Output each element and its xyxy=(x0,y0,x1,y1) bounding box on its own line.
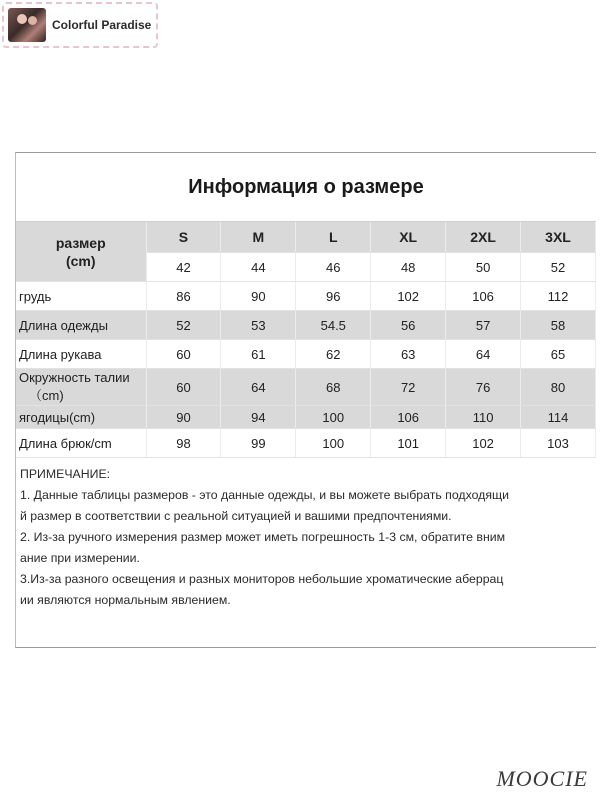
table-row-sleeve xyxy=(16,340,596,369)
table-cell: 96 xyxy=(296,282,371,311)
table-cell: 58 xyxy=(521,311,596,340)
notes-section xyxy=(16,458,596,611)
table-cell: 100 xyxy=(296,406,371,429)
table-cell: 94 xyxy=(221,406,296,429)
ru-size-cell: 52 xyxy=(521,253,596,282)
table-cell: 60 xyxy=(146,340,221,369)
brand-name: Colorful Paradise xyxy=(52,18,152,32)
table-row-waist xyxy=(16,369,596,406)
table-cell: 53 xyxy=(221,311,296,340)
table-cell: 103 xyxy=(521,429,596,458)
row-label: Длина одежды xyxy=(16,311,146,340)
table-row-chest xyxy=(16,282,596,311)
ru-size-cell: 48 xyxy=(371,253,446,282)
table-cell: 62 xyxy=(296,340,371,369)
table-row-length xyxy=(16,311,596,340)
size-header-cell: L xyxy=(296,222,371,253)
table-cell: 57 xyxy=(446,311,521,340)
size-header-cell: XL xyxy=(371,222,446,253)
row-label: Длина рукава xyxy=(16,340,146,369)
row-label: Длина брюк/cm xyxy=(16,429,146,458)
size-header-cell: 2XL xyxy=(446,222,521,253)
brand-badge xyxy=(2,2,158,48)
table-cell: 65 xyxy=(521,340,596,369)
ru-size-cell: 50 xyxy=(446,253,521,282)
table-cell: 106 xyxy=(371,406,446,429)
notes-line: й размер в соответствии с реальной ситуацией и вашими предпочтениями. xyxy=(20,509,452,523)
size-table xyxy=(16,222,596,458)
table-cell: 64 xyxy=(446,340,521,369)
table-cell: 61 xyxy=(221,340,296,369)
table-cell: 54.5 xyxy=(296,311,371,340)
table-cell: 52 xyxy=(146,311,221,340)
size-chart-title: Информация о размере xyxy=(16,153,596,222)
table-row-pants-length xyxy=(16,429,596,458)
notes-line: 1. Данные таблицы размеров - это данные одежды, и вы можете выбрать подходящи xyxy=(20,488,509,502)
brand-avatar xyxy=(8,8,46,42)
table-cell: 114 xyxy=(521,406,596,429)
size-header-cell: S xyxy=(146,222,221,253)
table-cell: 72 xyxy=(371,369,446,406)
size-header-cell: M xyxy=(221,222,296,253)
table-cell: 68 xyxy=(296,369,371,406)
notes-line: 2. Из-за ручного измерения размер может иметь погрешность 1-3 см, обратите вним xyxy=(20,530,506,544)
ru-size-cell: 46 xyxy=(296,253,371,282)
table-cell: 100 xyxy=(296,429,371,458)
table-row-hips xyxy=(16,406,596,429)
notes-line: ии являются нормальным явлением. xyxy=(20,593,231,607)
table-cell: 106 xyxy=(446,282,521,311)
table-cell: 63 xyxy=(371,340,446,369)
table-cell: 56 xyxy=(371,311,446,340)
table-cell: 76 xyxy=(446,369,521,406)
table-cell: 101 xyxy=(371,429,446,458)
notes-heading: ПРИМЕЧАНИЕ: xyxy=(20,467,111,481)
row-label: грудь xyxy=(16,282,146,311)
size-corner-label: размер (cm) xyxy=(16,222,146,282)
table-cell: 98 xyxy=(146,429,221,458)
table-cell: 102 xyxy=(371,282,446,311)
table-cell: 99 xyxy=(221,429,296,458)
row-label: Окружность талии （cm) xyxy=(16,369,146,406)
table-cell: 102 xyxy=(446,429,521,458)
table-cell: 90 xyxy=(221,282,296,311)
ru-size-cell: 44 xyxy=(221,253,296,282)
size-header-row xyxy=(16,222,596,253)
notes-line: ание при измерении. xyxy=(20,551,140,565)
size-header-cell: 3XL xyxy=(521,222,596,253)
table-cell: 64 xyxy=(221,369,296,406)
moocie-watermark: MOOCIE xyxy=(496,766,588,791)
table-cell: 86 xyxy=(146,282,221,311)
row-label: ягодицы(cm) xyxy=(16,406,146,429)
notes-line: 3.Из-за разного освещения и разных мониторов небольшие хроматические аберрац xyxy=(20,572,504,586)
table-cell: 80 xyxy=(521,369,596,406)
size-chart-card xyxy=(15,152,596,648)
table-cell: 90 xyxy=(146,406,221,429)
table-cell: 110 xyxy=(446,406,521,429)
ru-size-cell: 42 xyxy=(146,253,221,282)
table-cell: 112 xyxy=(521,282,596,311)
table-cell: 60 xyxy=(146,369,221,406)
